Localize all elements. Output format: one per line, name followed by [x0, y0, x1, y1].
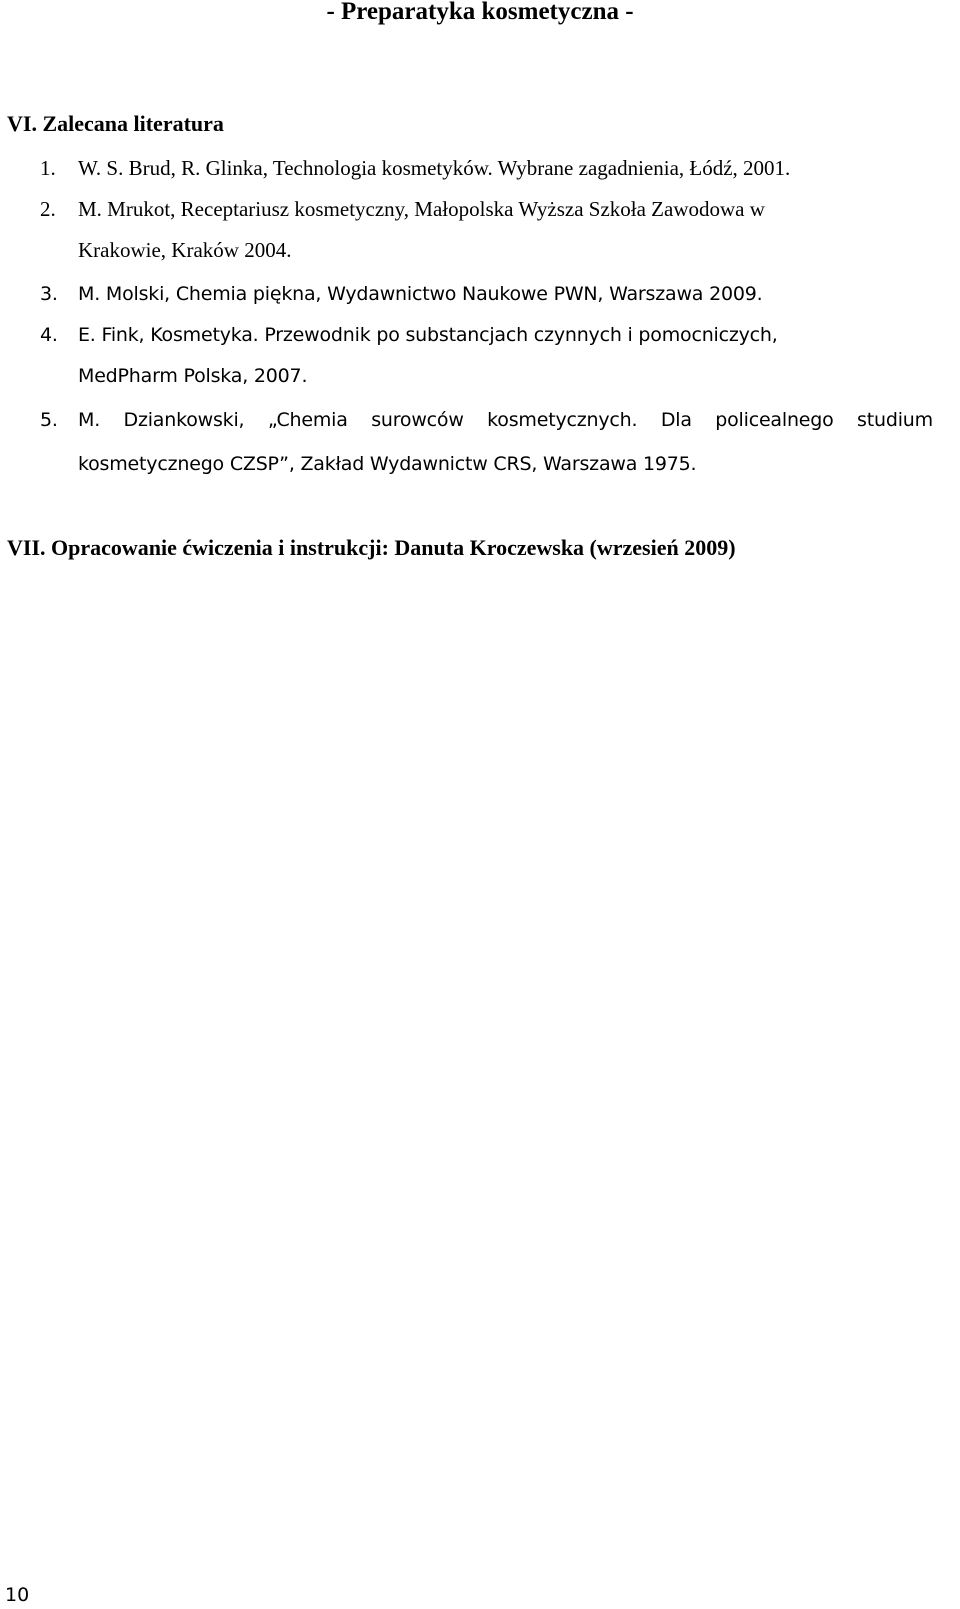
reference-number: 1.	[40, 156, 56, 180]
reference-word: Dla	[660, 409, 692, 431]
reference-item-2-continuation: Krakowie, Kraków 2004.	[78, 238, 292, 262]
page-header-title: - Preparatyka kosmetyczna -	[326, 0, 634, 25]
reference-item-3	[40, 281, 762, 307]
reference-number: 4.	[40, 324, 58, 346]
reference-number: 5.	[40, 409, 58, 431]
reference-item-5	[40, 407, 933, 433]
reference-number: 2.	[40, 197, 56, 221]
section-heading-authorship: VII. Opracowanie ćwiczenia i instrukcji: Danuta Kroczewska (wrzesień 2009)	[7, 535, 736, 560]
page-number: 10	[5, 1584, 30, 1606]
reference-word: policealnego	[715, 409, 834, 431]
reference-number: 3.	[40, 283, 58, 305]
reference-text: M. Mrukot, Receptariusz kosmetyczny, Małopolska Wyższa Szkoła Zawodowa w	[78, 197, 765, 221]
reference-text: M. Molski, Chemia piękna, Wydawnictwo Naukowe PWN, Warszawa 2009.	[78, 283, 763, 305]
reference-word: M.	[78, 409, 101, 431]
reference-word: kosmetycznych.	[487, 409, 638, 431]
reference-word: Dziankowski,	[123, 409, 245, 431]
reference-word: studium	[857, 409, 933, 431]
reference-word: „Chemia	[267, 409, 348, 431]
reference-text: E. Fink, Kosmetyka. Przewodnik po substancjach czynnych i pomocniczych,	[78, 324, 778, 346]
reference-item-5-continuation: kosmetycznego CZSP”, Zakład Wydawnictw CRS, Warszawa 1975.	[78, 453, 697, 475]
reference-text: W. S. Brud, R. Glinka, Technologia kosmetyków. Wybrane zagadnienia, Łódź, 2001.	[78, 156, 791, 180]
section-heading-literature: VI. Zalecana literatura	[7, 111, 224, 136]
reference-word: surowców	[371, 409, 464, 431]
reference-text-justified	[78, 407, 933, 433]
reference-item-4	[40, 322, 778, 348]
reference-item-2	[40, 196, 765, 222]
reference-item-1	[40, 155, 790, 181]
reference-item-4-continuation: MedPharm Polska, 2007.	[78, 365, 308, 387]
